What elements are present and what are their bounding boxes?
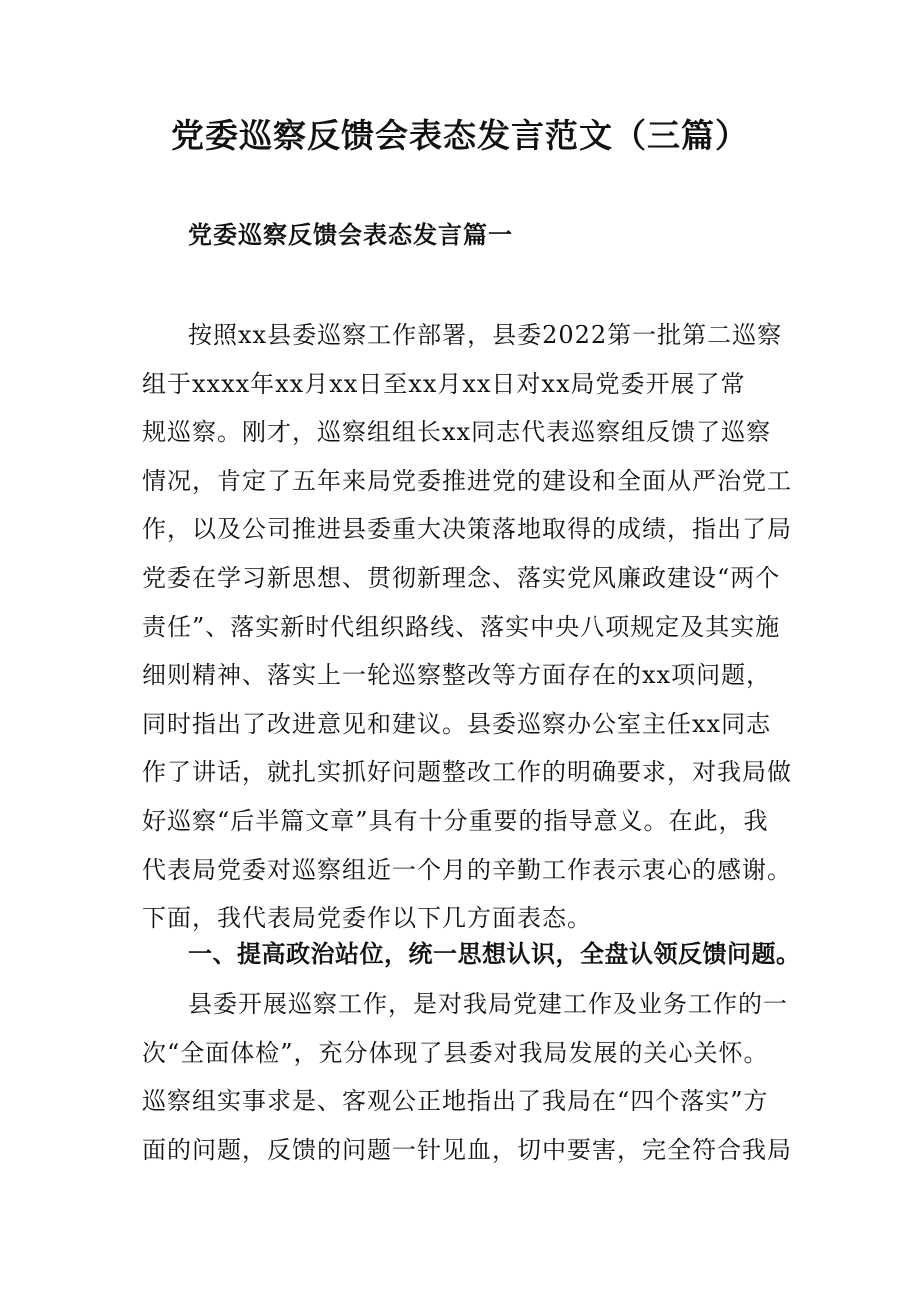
paragraph-line: 下面，我代表局党委作以下几方面表态。 bbox=[142, 904, 592, 933]
document-title: 党委巡察反馈会表态发言范文（三篇） bbox=[171, 116, 749, 155]
paragraph-line: 作，以及公司推进县委重大决策落地取得的成绩，指出了局 bbox=[142, 515, 792, 544]
paragraph-2 bbox=[142, 980, 810, 1174]
paragraph-line: 细则精神、落实上一轮巡察整改等方面存在的xx项问题， bbox=[142, 661, 772, 690]
paragraph-line: 代表局党委对巡察组近一个月的辛勤工作表示衷心的感谢。 bbox=[142, 855, 792, 884]
paragraph-line: 次“全面体检”，充分体现了县委对我局发展的关心关怀。 bbox=[142, 1038, 769, 1067]
paragraph-line: 好巡察“后半篇文章”具有十分重要的指导意义。在此，我 bbox=[142, 806, 769, 835]
paragraph-line: 党委在学习新思想、贯彻新理念、落实党风廉政建设“两个 bbox=[142, 563, 781, 592]
paragraph-line: 同时指出了改进意见和建议。县委巡察办公室主任xx同志 bbox=[142, 709, 772, 738]
paragraph-line: 面的问题，反馈的问题一针见血，切中要害，完全符合我局 bbox=[142, 1135, 792, 1164]
paragraph-line: 按照xx县委巡察工作部署，县委2022第一批第二巡察 bbox=[188, 321, 783, 349]
paragraph-line: 作了讲话，就扎实抓好问题整改工作的明确要求，对我局做 bbox=[142, 758, 792, 787]
paragraph-line: 责任”、落实新时代组织路线、落实中央八项规定及其实施 bbox=[142, 612, 781, 641]
paragraph-line: 情况，肯定了五年来局党委推进党的建设和全面从严治党工 bbox=[142, 466, 792, 495]
paragraph-1 bbox=[142, 311, 810, 943]
paragraph-line: 组于xxxx年xx月xx日至xx月xx日对xx局党委开展了常 bbox=[142, 369, 746, 398]
subheading-1: 一、提高政治站位，统一思想认识，全盘认领反馈问题。 bbox=[188, 939, 801, 968]
section-heading: 党委巡察反馈会表态发言篇一 bbox=[188, 220, 513, 249]
paragraph-line: 巡察组实事求是、客观公正地指出了我局在“四个落实”方 bbox=[142, 1087, 769, 1116]
paragraph-line: 规巡察。刚才，巡察组组长xx同志代表巡察组反馈了巡察 bbox=[142, 418, 772, 447]
paragraph-line: 县委开展巡察工作，是对我局党建工作及业务工作的一 bbox=[188, 990, 788, 1018]
